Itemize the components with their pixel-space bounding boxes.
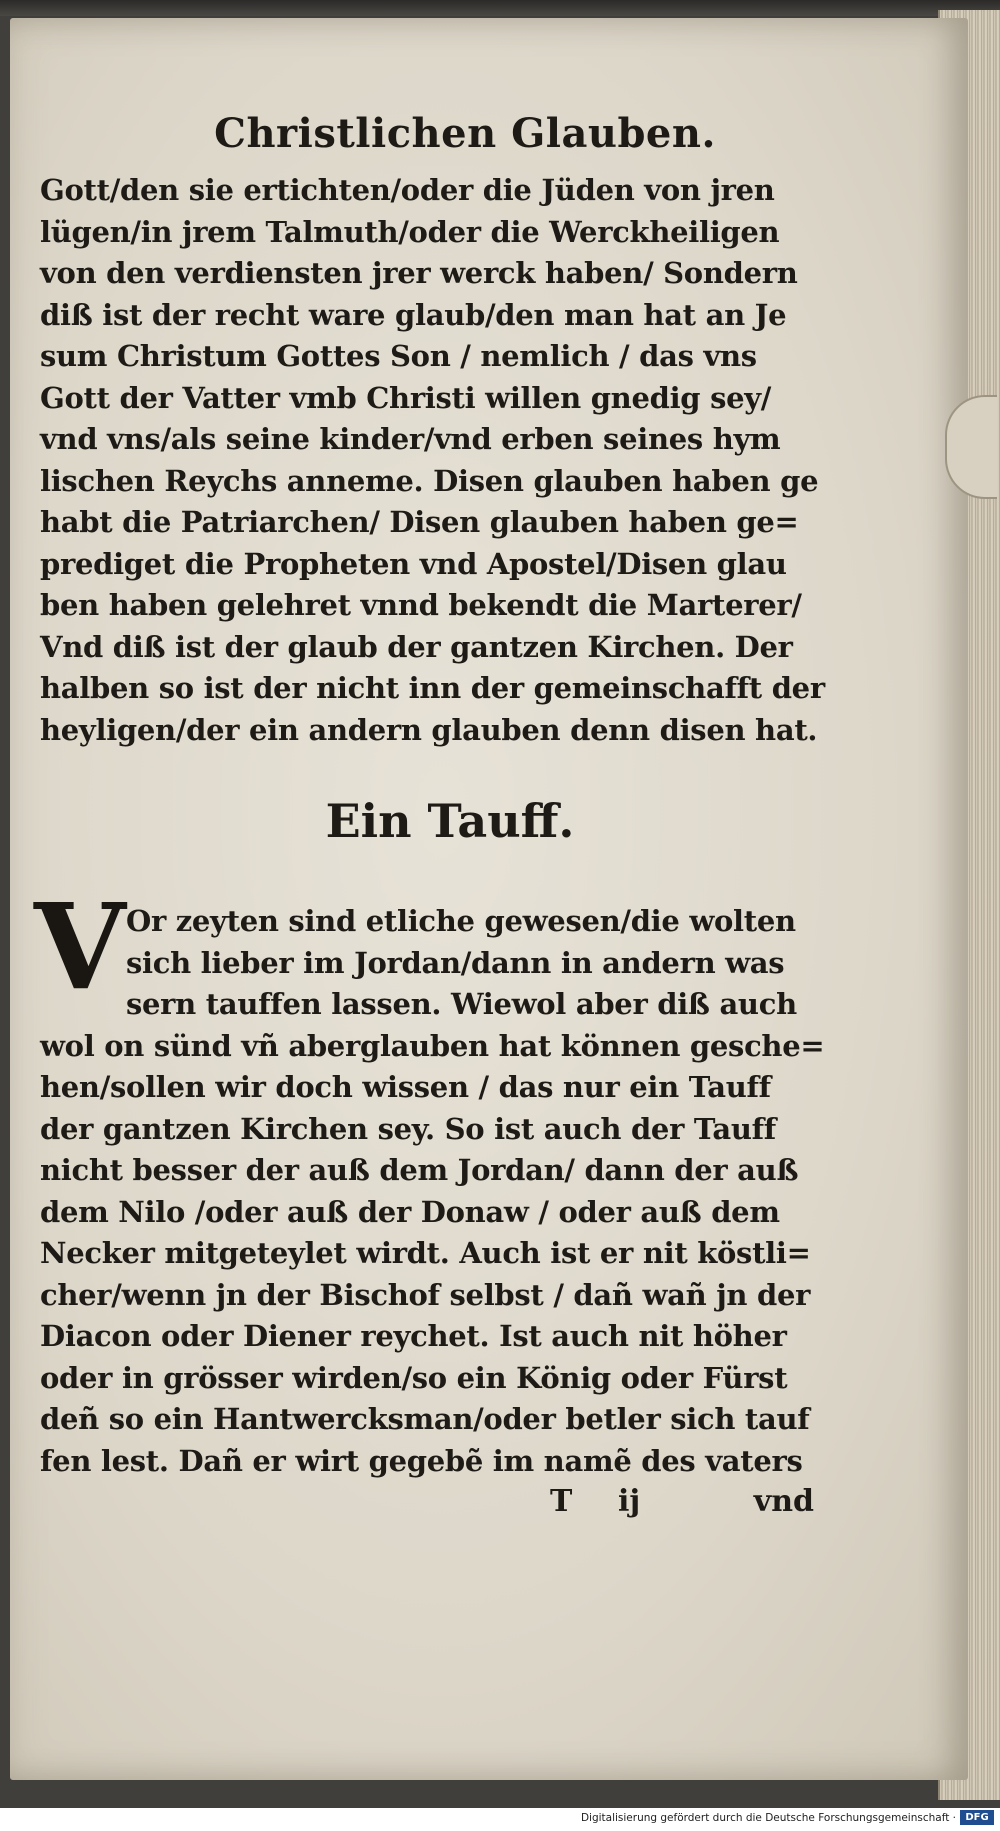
catchword: vnd: [753, 1484, 814, 1519]
paragraph-2-opening: [34, 877, 820, 1026]
text-line: cher/wenn jn der Bischof selbst / dañ wañ jn der: [40, 1277, 811, 1312]
text-line: hen/sollen wir doch wissen / das nur ein Tauff: [40, 1070, 771, 1104]
text-line: nicht besser der auß dem Jordan/ dann der auß: [40, 1153, 799, 1187]
section-heading: Ein Tauff.: [325, 794, 575, 848]
text-line: von den verdiensten jrer werck haben/ Sondern: [40, 256, 798, 290]
running-head: Christlichen Glauben.: [214, 110, 716, 157]
digitization-credit: Digitalisierung gefördert durch die Deutsche Forschungsgemeinschaft ·: [580, 1812, 956, 1824]
page-text-block: [34, 110, 825, 1526]
text-line: halben so ist der nicht inn der gemeinschafft der: [40, 671, 825, 705]
text-line: lügen/in jrem Talmuth/oder die Werckheiligen: [40, 214, 780, 249]
text-line: deñ so ein Hantwercksman/oder betler sich tauf: [40, 1402, 810, 1436]
scanner-top-edge: [0, 0, 1000, 16]
signature-line: [40, 1482, 820, 1526]
signature-number: ij: [618, 1484, 641, 1519]
text-line: oder in grösser wirden/so ein König oder Fürst: [40, 1360, 788, 1395]
text-line: prediget die Propheten vnd Apostel/Disen glau: [40, 546, 787, 581]
text-line: Necker mitgeteylet wirdt. Auch ist er nit köstli=: [40, 1236, 811, 1270]
text-line: ben haben gelehret vnnd bekendt die Marterer/: [40, 588, 802, 622]
paragraph-1: [40, 170, 825, 751]
text-line: sum Christum Gottes Son / nemlich / das vns: [40, 339, 757, 373]
text-line: Diacon oder Diener reychet. Ist auch nit höher: [40, 1319, 787, 1353]
text-line: Gott der Vatter vmb Christi willen gnedig sey/: [40, 380, 772, 415]
text-line: sich lieber im Jordan/dann in andern was: [126, 945, 785, 980]
text-line: fen lest. Dañ er wirt gegebẽ im namẽ des vaters: [40, 1443, 803, 1478]
text-line: der gantzen Kirchen sey. So ist auch der Tauff: [40, 1111, 776, 1146]
text-line: wol on sünd vñ aberglauben hat können gesche=: [40, 1028, 825, 1063]
text-line: vnd vns/als seine kinder/vnd erben seines hym: [40, 422, 781, 456]
paragraph-2: [40, 1026, 825, 1483]
text-line: Gott/den sie ertichten/oder die Jüden von jren: [40, 173, 775, 207]
text-line: lischen Reychs anneme. Disen glauben haben ge: [40, 463, 819, 498]
text-line: habt die Patriarchen/ Disen glauben haben ge=: [40, 505, 799, 539]
bookmark-tab: [945, 395, 997, 499]
text-line: Vnd diß ist der glaub der gantzen Kirchen. Der: [40, 629, 793, 664]
text-line: Or zeyten sind etliche gewesen/die wolten: [126, 904, 796, 938]
text-line: dem Nilo /oder auß der Donaw / oder auß dem: [40, 1194, 780, 1229]
dfg-logo: DFG: [960, 1810, 994, 1825]
text-line: diß ist der recht ware glaub/den man hat an Je: [40, 297, 787, 332]
text-line: sern tauffen lassen. Wiewol aber diß auch: [126, 987, 797, 1021]
text-line: heyligen/der ein andern glauben denn disen hat.: [40, 712, 818, 747]
signature-mark: T: [550, 1484, 573, 1519]
drop-cap-initial: V: [34, 877, 126, 1016]
